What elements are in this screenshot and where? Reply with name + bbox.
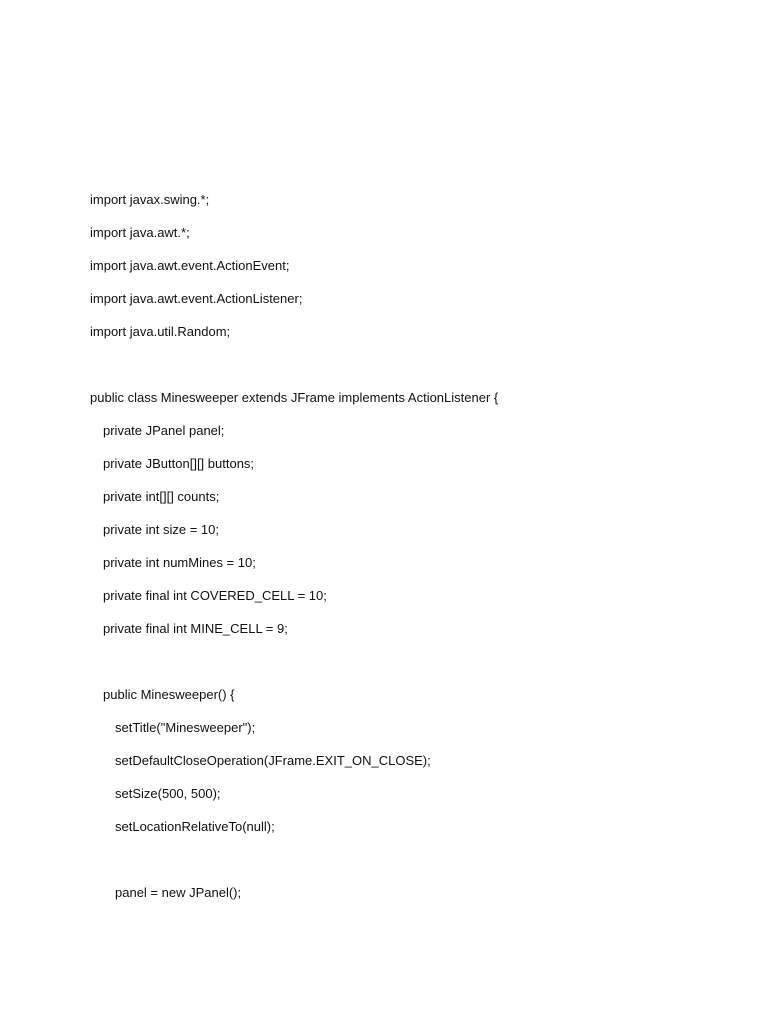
code-line: private int size = 10;: [103, 522, 219, 537]
code-line: setSize(500, 500);: [115, 786, 221, 801]
code-line: private int numMines = 10;: [103, 555, 256, 570]
blank-line: [90, 355, 730, 388]
code-line: private final int MINE_CELL = 9;: [103, 621, 288, 636]
code-line: setTitle("Minesweeper");: [115, 720, 256, 735]
code-line: public Minesweeper() {: [103, 687, 235, 702]
code-line: import java.util.Random;: [90, 324, 231, 339]
code-line: import java.awt.event.ActionListener;: [90, 291, 303, 306]
code-line: private JButton[][] buttons;: [103, 456, 255, 471]
blank-line: [90, 850, 730, 883]
code-line: private int[][] counts;: [103, 489, 220, 504]
code-line: private JPanel panel;: [103, 423, 225, 438]
code-line: import java.awt.*;: [90, 225, 190, 240]
code-block: [90, 190, 730, 916]
blank-line: [90, 652, 730, 685]
code-line: setLocationRelativeTo(null);: [115, 819, 275, 834]
code-line: setDefaultCloseOperation(JFrame.EXIT_ON_CLOSE);: [115, 753, 431, 768]
code-line: import java.awt.event.ActionEvent;: [90, 258, 290, 273]
code-line: private final int COVERED_CELL = 10;: [103, 588, 327, 603]
code-line: panel = new JPanel();: [115, 885, 242, 900]
code-line: import javax.swing.*;: [90, 192, 210, 207]
code-line: public class Minesweeper extends JFrame implements ActionListener {: [90, 390, 499, 405]
